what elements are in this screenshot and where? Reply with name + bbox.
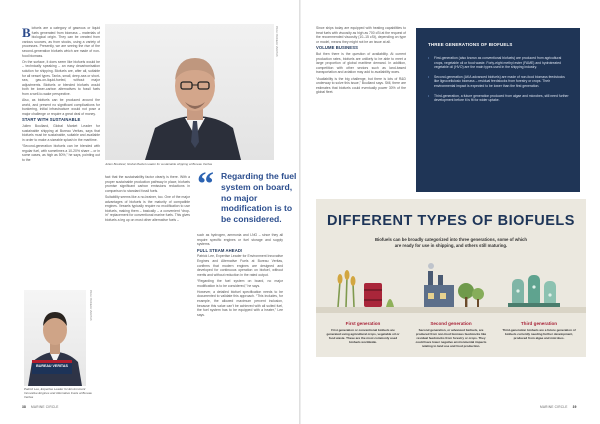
gen-label-first: First generation xyxy=(345,321,381,326)
bullet-icon: • xyxy=(428,93,430,98)
gen-label-third: Third generation xyxy=(520,321,558,326)
page-footer-right xyxy=(540,405,577,409)
paragraph: “Regarding the fuel system on board, no major modification is to be considered,” he says. xyxy=(197,278,283,288)
paragraph: such as hydrogen, ammonia and LNG – since they all require specific engines or fuel storage and supply systems. xyxy=(197,233,283,247)
portrait-illustration xyxy=(24,290,86,386)
factory-trees-icon xyxy=(424,263,484,307)
subhead: START WITH SUSTAINABLE xyxy=(22,117,81,123)
paragraph: Suitability seems like a no-brainer, too. One of the major advantages of biofuels is the maturity of compatible engines. Vessels typically require no modification to use biofuels, making them – basically – a convenient “drop-in” replacement for conventional marine fuels. This gives biofuels a leg up on most other alternative fuels – xyxy=(105,194,190,222)
algae-tanks-icon xyxy=(508,275,560,307)
portrait-photo-lee xyxy=(24,290,86,386)
paragraph: “Availability is the big challenge, but there is lots of R&D underway to solve this issue,” Boulland says. Still, there are estimates that biofuels could eventually power 30% of the global fleet. xyxy=(316,76,406,95)
photo-credit: Photo: BUREAU VERITAS xyxy=(89,290,92,321)
drop-cap: B xyxy=(22,26,31,40)
list-item: • First-generation (also known as conventional biofuels) are produced from agricultural crops, vegetable oil or food waste. Forty-eight methyl ester (FAME) and hydrotreated vegetable oil (HVO) are the main types used in the shipping industry. xyxy=(428,56,562,70)
infographic-subtitle: Biofuels can be broadly categorized into three generations, some of which are ready for use in shipping, and others still maturing. xyxy=(374,237,528,248)
magazine-name: MARINE CIRCLE xyxy=(31,405,59,409)
sidebar-title: THREE GENERATIONS OF BIOFUELS xyxy=(428,42,513,47)
paragraph: Patrick Lee, Expertise Leader for Environment Innovative Engines and Alternative Fuels at Bureau Veritas, confirms that modern engines are designed and developed for continuous operation on biofuel, without merits and without reduction in the rated output. xyxy=(197,254,283,277)
biofuel-infographic xyxy=(316,199,586,357)
left-col-2-lower xyxy=(197,233,283,403)
portrait-illustration xyxy=(105,24,274,160)
page-number: 38 xyxy=(22,405,26,409)
pull-quote: Regarding the fuel system on board, no major modification is to be considered. xyxy=(221,171,297,225)
paragraph: But then there is the question of availability. At current production rates, biofuels are unlikely to be able to meet a large proportion of global maritime demand. In addition, competition with other sectors such as land-based transportation and aviation may add to availability woes. xyxy=(316,51,406,75)
photo-caption: Patrick Lee, Expertise Leader for Environment Innovative Engines and Alternative Fuels at Bureau Veritas xyxy=(24,387,93,399)
subhead: FULL STEAM AHEAD! xyxy=(197,247,243,253)
crops-barrel-icon xyxy=(338,270,395,307)
bullet-icon: • xyxy=(428,74,430,79)
photo-credit: Photo: BUREAU VERITAS xyxy=(275,26,278,57)
gen-label-second: Second generation xyxy=(430,321,472,326)
page-number: 39 xyxy=(572,405,577,409)
right-col-1 xyxy=(316,26,406,192)
paragraph: Julien Boulland, Global Market Leader for sustainable shipping at Bureau Veritas, says that biofuels must be sustainable, suitable and available in order to make a sizeable splash in the maritime. xyxy=(22,124,100,142)
list-item: • Third-generation, a future generation produced from algae and microbes, still need further development before it is fit for wider uptake. xyxy=(428,93,569,103)
subhead: VOLUME BUSINESS xyxy=(316,45,358,51)
photo-caption: Julien Boulland, Global Market Leader for sustainable shipping at Bureau Veritas xyxy=(105,162,213,166)
quote-mark-icon: “ xyxy=(197,166,214,203)
portrait-photo-boulland xyxy=(105,24,274,160)
infographic-title: DIFFERENT TYPES OF BIOFUELS xyxy=(327,213,575,229)
paragraph: fact that the sustainability factor clearly is there. With a proper sustainable production pathway in place, biofuels promise significant carbon emissions reductions in comparison to standard fossil fuels. xyxy=(105,175,190,193)
paragraph: “Second-generation biofuels can be blended with regular fuel, with sometimes a 10-20% share – or in some cases, as high as 50%,” he says, pointing out to the xyxy=(22,144,100,162)
magazine-name: MARINE CIRCLE xyxy=(540,405,568,409)
paragraph: Also, as biofuels can be produced around the world, and present no significant complications for bunkering, initial infrastructure would not pose a major challenge or require a great deal of money. xyxy=(22,98,100,116)
gen-desc-third: Third-generation biofuels are a future generation of biofuels currently needing further development, produced from algae and microbes. xyxy=(502,328,576,340)
brand-badge: BUREAU VERITAS xyxy=(36,364,68,368)
paragraph: Since ships today are equipped with heating capabilities to treat fuels with viscosity as high as 700 cSt at the request of the recommended viscosity (10–15 cSt), depending on type or model, means they might not be an issue at all. xyxy=(316,26,406,44)
gen-desc-second: Second generation, or advanced biofuels, are produced from non-food biomass feedstocks like residual feedstocks from forestry or crops. They could have lower negative environmental impacts relating to land use and food production. xyxy=(415,328,487,348)
paragraph: On the surface, it does seem like biofuels would be – technically speaking – an easy decarbonisation solution for shipping. Biofuels are, after all, suitable for all vessel types. Tanks, small, deep-sea or short-sea, gas-on-liquid-fueled, without major adjustments. Biofuels or blended biofuels would both be lower-carbon alternatives to fossil fuels from a well-to-wake perspective. xyxy=(22,59,100,96)
sidebar-three-generations xyxy=(416,28,580,192)
page-footer-left xyxy=(22,405,59,409)
gen-desc-first: First generation or conventional biofuels are generated using agricultural crops, vegetable oil or food waste. These are the most commonly used biofuels worldwide. xyxy=(326,328,400,344)
sidebar-list xyxy=(428,56,570,108)
paragraph: iofuels are a category of gaseous or liquid fuels generated from biomass – materials of biological origin. They can be created from various sources, as from stocks, using a variety of processes. Presently, we are seeing the rise of the second-generation biofuels which are made of non-food biomass. xyxy=(22,26,100,58)
list-item: • Second-generation (AKA advanced biofuels) are made of non-food biomass feedstocks like lignocellulosic biomass – residual feedstocks from forestry or crops. Their environmental impact is expected to be lower than the first generation. xyxy=(428,74,565,88)
left-col-2-upper xyxy=(105,175,190,251)
bullet-icon: • xyxy=(428,56,430,60)
paragraph: However, a detailed biofuel specification needs to be documented to validate this approach. “This includes, for example, the allowed maximum percent inclusion, because this value can’t be achieved with all suited fuel, the fuel system has to be equipped with a heater,” Lee says. xyxy=(197,289,283,317)
